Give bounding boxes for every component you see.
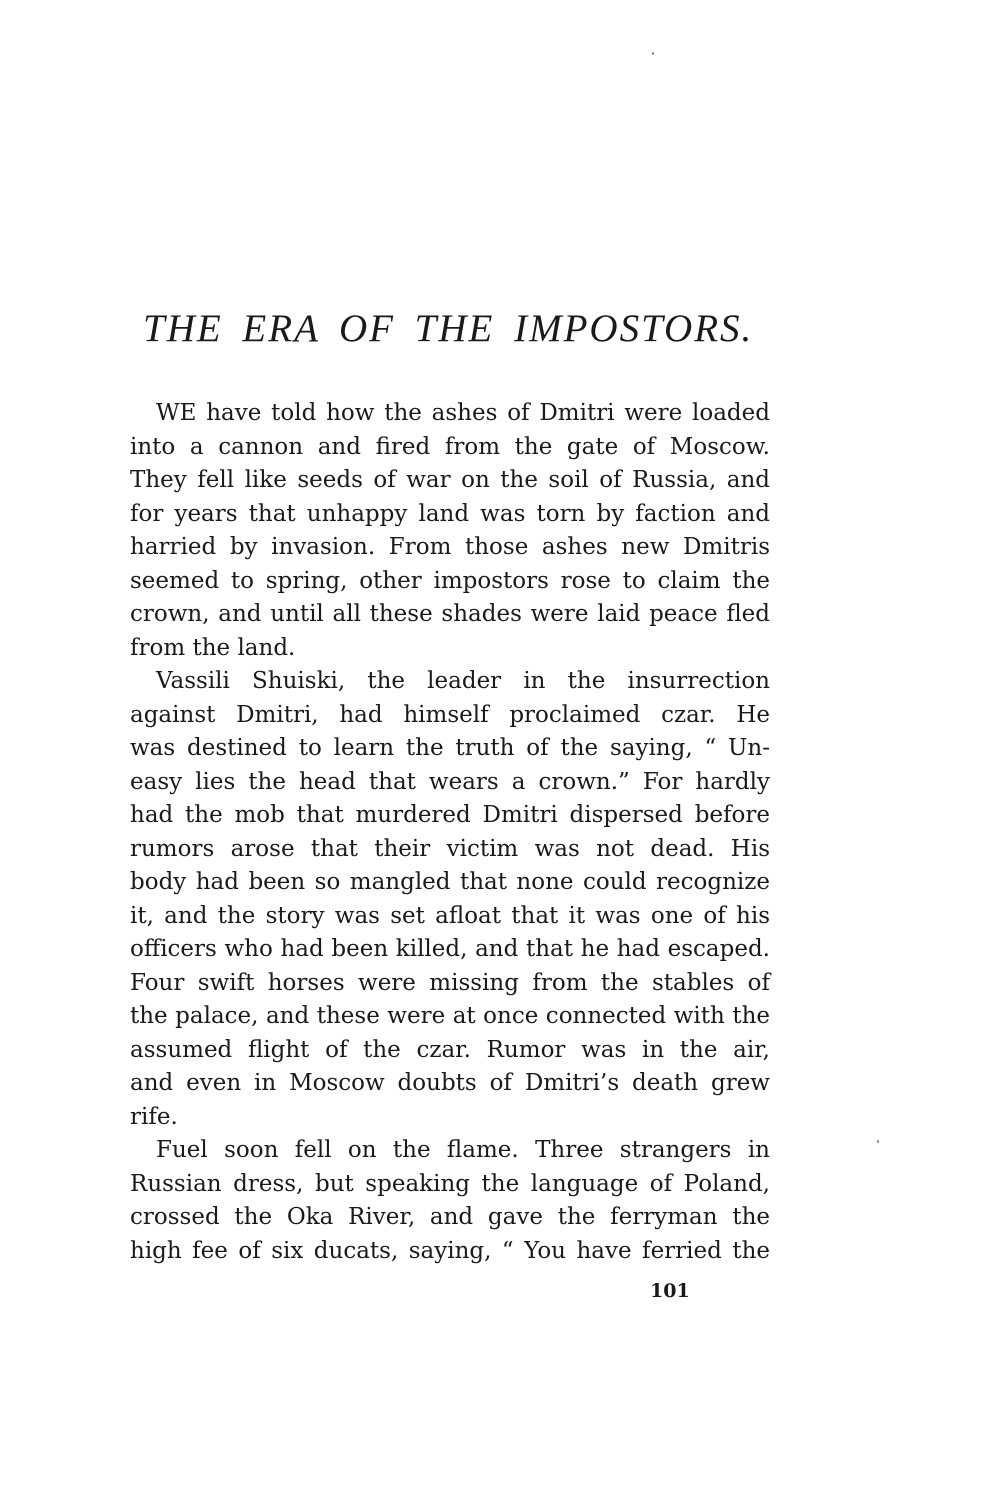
paper-speck	[877, 1140, 879, 1143]
paper-speck	[652, 52, 654, 55]
text-line: Four swift horses were missing from the stables of	[130, 969, 770, 996]
text-line: crown, and until all these shades were laid peace fled	[130, 601, 770, 627]
text-line: harried by invasion. From those ashes new Dmitris	[130, 534, 770, 560]
text-line: seemed to spring, other impostors rose to claim the	[130, 567, 770, 594]
text-line: the palace, and these were at once connected with the	[130, 1003, 770, 1029]
text-line: was destined to learn the truth of the saying, “ Un-	[130, 735, 770, 761]
text-line: easy lies the head that wears a crown.” For hardly	[130, 768, 770, 795]
text-line: assumed flight of the czar. Rumor was in the air,	[130, 1036, 770, 1063]
text-line: WE have told how the ashes of Dmitri were loaded	[156, 400, 770, 426]
text-line: crossed the Oka River, and gave the ferryman the	[130, 1204, 770, 1230]
text-line: Fuel soon fell on the flame. Three strangers in	[156, 1137, 770, 1163]
text-line: Russian dress, but speaking the language of Poland,	[130, 1170, 770, 1197]
body-text	[130, 397, 770, 1268]
text-line: against Dmitri, had himself proclaimed czar. He	[130, 701, 770, 728]
text-line: it, and the story was set afloat that it was one of his	[130, 902, 770, 929]
text-line: from the land.	[130, 634, 296, 661]
text-line: officers who had been killed, and that he had escaped.	[130, 936, 770, 962]
page-number: 101	[650, 1280, 690, 1302]
chapter-title: THE ERA OF THE IMPOSTORS.	[143, 307, 754, 350]
text-line: They fell like seeds of war on the soil of Russia, and	[130, 467, 770, 493]
text-line: had the mob that murdered Dmitri dispersed before	[130, 802, 770, 828]
text-line: rife.	[130, 1103, 178, 1130]
text-line: body had been so mangled that none could recognize	[130, 869, 770, 895]
text-line: Vassili Shuiski, the leader in the insurrection	[156, 668, 770, 694]
text-line: for years that unhappy land was torn by faction and	[130, 500, 770, 527]
text-line: and even in Moscow doubts of Dmitri’s death grew	[130, 1070, 770, 1096]
text-line: rumors arose that their victim was not dead. His	[130, 835, 770, 862]
text-line: high fee of six ducats, saying, “ You have ferried the	[130, 1237, 770, 1264]
text-line: into a cannon and fired from the gate of Moscow.	[130, 433, 770, 460]
